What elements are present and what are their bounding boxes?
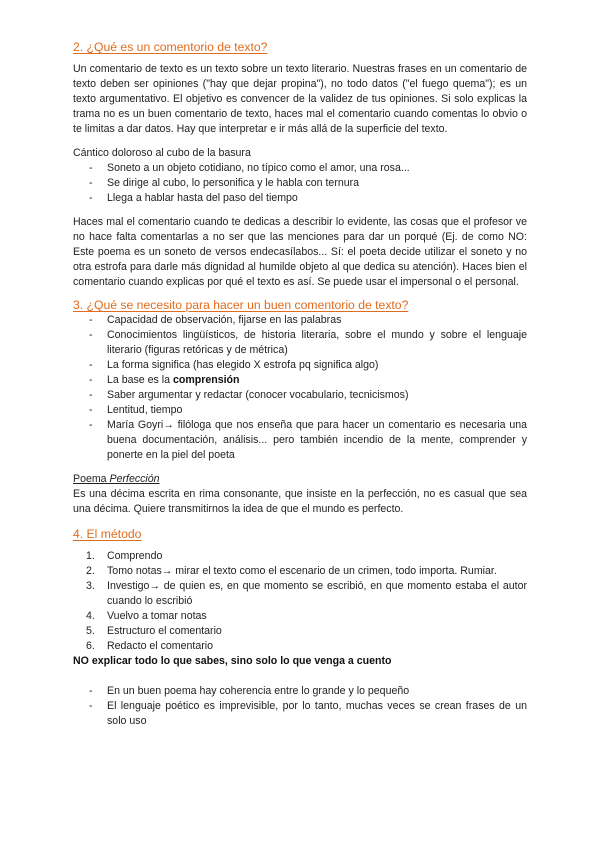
requirements-list <box>73 313 527 463</box>
step-number: 5. <box>86 625 95 637</box>
step-text: Comprendo <box>107 550 163 562</box>
bold-word-comprension: comprensión <box>172 374 240 386</box>
poem-description: Es una décima escrita en rima consonante, que insiste en la perfección, no es casual que sea una décima. Quiere transmitirnos la idea de que el mundo es perfecto. <box>73 488 527 515</box>
list-item: - Llega a hablar hasta del paso del tiempo <box>73 191 527 206</box>
paragraph-good-bad-commentary: Haces mal el comentario cuando te dedicas a describir lo evidente, las cosas que el profesor ve no hace falta comentarlas a no ser que las menciones para dar un porqué (Ej. de como NO: Este poema es un soneto de versos endecasílabos... Sí: el poeta decide utilizar el soneto y no otra estrofa para darle más dignidad al humilde objeto al que dedica su atención). Haces bien el comentario cuando explicas por qué el texto es así. Se puede usar el impersonal o el personal. <box>73 216 527 288</box>
list-item-text: La base es la <box>107 374 173 386</box>
heading-section-2: 2. ¿Qué es un comentorio de texto? <box>73 40 268 54</box>
step-number: 6. <box>86 640 95 652</box>
tips-list <box>73 684 527 729</box>
step-text: Investigo→ de quien es, en que momento se escribió, en que momento estaba el autor cuando lo escribió <box>107 580 527 607</box>
list-item <box>73 564 527 579</box>
example-list <box>73 161 527 206</box>
list-item: - Conocimientos lingüísticos, de historia literaria, sobre el mundo y sobre el lenguaje literario (figuras retóricas y de métrica) <box>73 328 527 358</box>
paragraph-definition: Un comentario de texto es un texto sobre un texto literario. Nuestras frases en un comentario de texto deben ser opiniones ("hay que dejar propina"), no todo datos ("el fuego quema"); es un texto argumentativo. El objetivo es convencer de la validez de tus opiniones. Si solo explicas la trama no es un buen comentario de texto, haces mal el comentario cuando comentas lo obvio o te limitas a dar datos. Hay que interpretar e ir más allá de la superficie del texto. <box>73 63 527 135</box>
list-item: - El lenguaje poético es imprevisible, por lo tanto, muchas veces se crean frases de un solo uso <box>73 699 527 729</box>
warning-text <box>73 654 527 669</box>
list-item: - En un buen poema hay coherencia entre lo grande y lo pequeño <box>73 684 527 699</box>
list-item: - Soneto a un objeto cotidiano, no típico como el amor, una rosa... <box>73 161 527 176</box>
list-item: - La forma significa (has elegido X estrofa pq significa algo) <box>73 358 527 373</box>
list-item: - Lentitud, tiempo <box>73 403 527 418</box>
list-item: - Capacidad de observación, fijarse en las palabras <box>73 313 527 328</box>
list-item <box>73 373 527 388</box>
step-text: Tomo notas→ mirar el texto como el escenario de un crimen, todo importa. Rumiar. <box>107 565 497 577</box>
list-item: - Saber argumentar y redactar (conocer vocabulario, tecnicismos) <box>73 388 527 403</box>
step-number: 1. <box>86 550 95 562</box>
list-item: - María Goyri→ filóloga que nos enseña que para hacer un comentario es necesaria una buena documentación, análisis... pero también incendio de la mente, comprender y ponerte en la piel del poeta <box>73 418 527 463</box>
step-number: 4. <box>86 610 95 622</box>
list-item: - Se dirige al cubo, lo personifica y le habla con ternura <box>73 176 527 191</box>
step-text: Vuelvo a tomar notas <box>107 610 207 622</box>
example-title: Cántico doloroso al cubo de la basura <box>73 147 251 159</box>
step-text: Redacto el comentario <box>107 640 213 652</box>
poem-title: Perfección <box>109 473 160 485</box>
heading-section-3: 3. ¿Qué se necesito para hacer un buen comentorio de texto? <box>73 298 409 312</box>
list-item <box>73 639 527 654</box>
list-item <box>73 549 527 564</box>
heading-section-4: 4. El método <box>73 527 142 541</box>
step-number: 2. <box>86 565 95 577</box>
step-text: Estructuro el comentario <box>107 625 222 637</box>
list-item <box>73 579 527 609</box>
list-item <box>73 609 527 624</box>
poem-heading <box>73 472 527 487</box>
method-steps <box>73 549 527 654</box>
list-item <box>73 624 527 639</box>
warning-bold: NO explicar todo lo que sabes, sino solo lo que venga a cuento <box>73 655 392 667</box>
step-number: 3. <box>86 580 95 592</box>
poem-label: Poema <box>73 473 110 485</box>
